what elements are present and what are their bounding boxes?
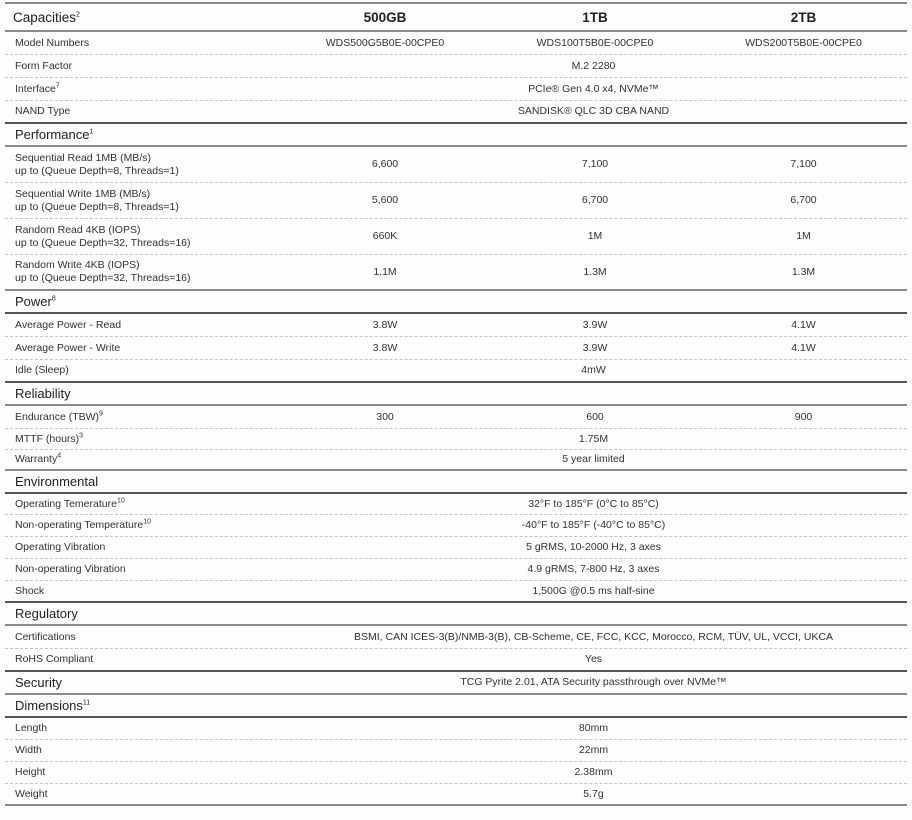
perf-2tb: 6,700 xyxy=(790,194,817,206)
dimension-value: 5.7g xyxy=(583,787,604,800)
row-label: Width xyxy=(15,744,42,756)
row-label: Height xyxy=(15,766,46,778)
interface-row xyxy=(5,78,907,101)
row-label: Idle (Sleep) xyxy=(15,364,69,376)
section-title: Regulatory xyxy=(15,606,78,621)
form-factor-value: M.2 2280 xyxy=(571,59,616,72)
perf-row xyxy=(5,183,907,219)
env-value: -40°F to 185°F (-40°C to 85°C) xyxy=(521,519,666,531)
column-header-2tb: 2TB xyxy=(790,9,817,25)
rohs-row xyxy=(5,649,907,672)
dimension-value: 80mm xyxy=(578,722,609,734)
model-1tb: WDS100T5B0E-00CPE0 xyxy=(536,36,654,49)
capacities-title: Capacities$^2$ xyxy=(13,9,80,25)
env-row xyxy=(5,559,907,581)
section-reliability xyxy=(5,383,907,406)
dimension-value: 22mm xyxy=(578,744,609,756)
section-power xyxy=(5,291,907,314)
env-row xyxy=(5,537,907,559)
perf-2tb: 7,100 xyxy=(790,158,817,170)
power-idle-value: 4mW xyxy=(581,364,606,376)
row-label: MTTF (hours)$^3$ xyxy=(15,432,84,445)
power-write-1tb: 3.9W xyxy=(582,341,608,354)
perf-1tb: 6,700 xyxy=(581,194,609,206)
perf-1tb: 7,100 xyxy=(581,158,609,170)
env-value: 1,500G @0.5 ms half-sine xyxy=(532,584,655,597)
row-label: Random Read 4KB (IOPS) up to (Queue Depth=32, Threads=16) xyxy=(15,223,191,249)
row-label: Sequential Read 1MB (MB/s) up to (Queue Depth=8, Threads=1) xyxy=(15,151,179,177)
dimension-row xyxy=(5,740,907,762)
env-row xyxy=(5,515,907,537)
capacities-header-row xyxy=(5,4,907,32)
section-title: Environmental xyxy=(15,474,99,489)
nand-type-value: SANDISK® QLC 3D CBA NAND xyxy=(517,105,670,117)
row-label: Form Factor xyxy=(15,59,73,72)
row-label: Shock xyxy=(15,584,45,597)
perf-500gb: 1.1M xyxy=(373,265,397,278)
row-label: Warranty$^4$ xyxy=(15,452,62,465)
security-value: TCG Pyrite 2.01, ATA Security passthrough over NVMe™ xyxy=(460,676,727,688)
warranty-value: 5 year limited xyxy=(562,453,625,465)
row-label: Endurance (TBW)$^9$ xyxy=(15,410,103,423)
model-2tb: WDS200T5B0E-00CPE0 xyxy=(745,36,862,49)
row-label: Average Power - Read xyxy=(15,318,122,331)
section-title: Security xyxy=(15,675,62,690)
endurance-row xyxy=(5,406,907,429)
section-title: Dimensions$^{11}$ xyxy=(15,698,91,713)
env-value: 32°F to 185°F (0°C to 85°C) xyxy=(528,497,659,510)
column-header-500gb: 500GB xyxy=(363,9,407,25)
form-factor-row xyxy=(5,55,907,78)
perf-row xyxy=(5,219,907,255)
endurance-1tb: 600 xyxy=(586,410,604,423)
endurance-500gb: 300 xyxy=(376,410,394,423)
section-security xyxy=(5,672,907,695)
dimension-value: 2.38mm xyxy=(574,766,613,778)
mttf-value: 1.75M xyxy=(578,432,609,445)
power-read-row xyxy=(5,314,907,337)
row-label: Average Power - Write xyxy=(15,341,121,354)
row-label: Non-operating Temperature$^{10}$ xyxy=(15,518,152,531)
perf-2tb: 1.3M xyxy=(791,265,816,278)
row-label: Model Numbers xyxy=(15,36,90,49)
perf-500gb: 6,600 xyxy=(371,158,399,170)
perf-500gb: 660K xyxy=(372,230,398,242)
model-numbers-row xyxy=(5,32,907,55)
env-value: 5 gRMS, 10-2000 Hz, 3 axes xyxy=(526,541,661,553)
power-write-row xyxy=(5,337,907,360)
env-row xyxy=(5,494,907,515)
interface-value: PCIe® Gen 4.0 x4, NVMe™ xyxy=(528,82,659,95)
dimension-row xyxy=(5,718,907,740)
section-title: Power$^8$ xyxy=(15,294,56,309)
perf-row xyxy=(5,147,907,183)
power-idle-row xyxy=(5,360,907,383)
nand-type-row xyxy=(5,101,907,124)
dimension-row xyxy=(5,784,907,806)
section-title: Performance$^1$ xyxy=(15,127,94,142)
row-label: Certifications xyxy=(15,630,76,643)
power-write-2tb: 4.1W xyxy=(791,341,816,354)
certifications-value: BSMI, CAN ICES-3(B)/NMB-3(B), CB-Scheme, CE, FCC, KCC, Morocco, RCM, TÜV, UL, VCCI, UKCA xyxy=(354,630,833,643)
row-label: Interface$^7$ xyxy=(15,82,60,95)
row-label: Sequential Write 1MB (MB/s) up to (Queue Depth=8, Threads=1) xyxy=(15,187,179,213)
env-value: 4.9 gRMS, 7-800 Hz, 3 axes xyxy=(527,563,660,575)
row-label: RoHS Compliant xyxy=(15,653,94,665)
section-environmental xyxy=(5,471,907,494)
warranty-row xyxy=(5,450,907,471)
rohs-value: Yes xyxy=(584,653,603,665)
row-label: Random Write 4KB (IOPS) up to (Queue Depth=32, Threads=16) xyxy=(15,259,191,284)
perf-row xyxy=(5,255,907,291)
perf-2tb: 1M xyxy=(796,230,811,242)
model-500gb: WDS500G5B0E-00CPE0 xyxy=(325,36,445,49)
section-performance xyxy=(5,124,907,147)
power-read-1tb: 3.9W xyxy=(582,318,608,331)
row-label: NAND Type xyxy=(15,105,71,117)
column-header-1tb: 1TB xyxy=(582,9,608,25)
power-write-500gb: 3.8W xyxy=(372,341,398,354)
perf-1tb: 1.3M xyxy=(583,265,607,278)
row-label: Weight xyxy=(15,787,48,800)
power-read-500gb: 3.8W xyxy=(372,318,398,331)
row-label: Operating Temerature$^{10}$ xyxy=(15,497,125,510)
perf-1tb: 1M xyxy=(587,230,603,242)
dimension-row xyxy=(5,762,907,784)
endurance-2tb: 900 xyxy=(794,410,813,423)
power-read-2tb: 4.1W xyxy=(791,318,816,331)
row-label: Length xyxy=(15,722,48,734)
section-title: Reliability xyxy=(15,386,71,401)
mttf-row xyxy=(5,429,907,450)
certifications-row xyxy=(5,626,907,649)
env-row xyxy=(5,581,907,603)
row-label: Non-operating Vibration xyxy=(15,563,126,575)
section-dimensions xyxy=(5,695,907,718)
row-label: Operating Vibration xyxy=(15,541,106,553)
section-regulatory xyxy=(5,603,907,626)
perf-500gb: 5,600 xyxy=(371,194,399,206)
spec-table xyxy=(5,0,907,806)
